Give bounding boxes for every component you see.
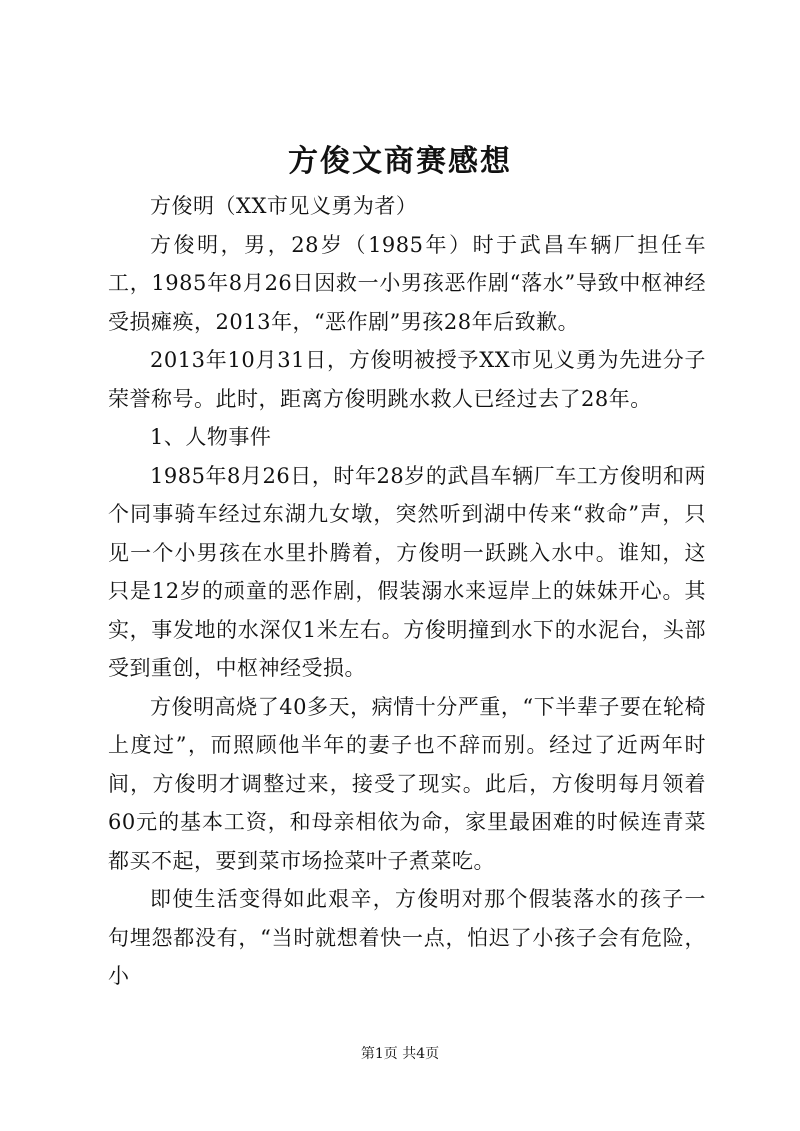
document-body xyxy=(108,187,706,996)
body-paragraph: 1985年8月26日，时年28岁的武昌车辆厂车工方俊明和两个同事骑车经过东湖九女墩，突然听到湖中传来“救命”声，只见一个小男孩在水里扑腾着，方俊明一跃跳入水中。谁知，这只是12岁的顽童的恶作剧，假装溺水来逗岸上的妹妹开心。其实，事发地的水深仅1米左右。方俊明撞到水下的水泥台，头部受到重创，中枢神经受损。 xyxy=(108,463,706,680)
section-heading: 1、人物事件 xyxy=(150,425,272,449)
body-paragraph: 方俊明高烧了40多天，病情十分严重，“下半辈子要在轮椅上度过”，而照顾他半年的妻子也不辞而别。经过了近两年时间，方俊明才调整过来，接受了现实。此后，方俊明每月领着60元的基本工资，和母亲相依为命，家里最困难的时候连青菜都买不起，要到菜市场捡菜叶子煮菜吃。 xyxy=(108,694,706,873)
page-title: 方俊文商赛感想 xyxy=(288,144,512,179)
body-paragraph: 即使生活变得如此艰辛，方俊明对那个假装落水的孩子一句埋怨都没有，“当时就想着快一点，怕迟了小孩子会有危险，小 xyxy=(108,887,706,988)
page-footer: 第1页 共4页 xyxy=(360,1046,440,1062)
body-paragraph: 2013年10月31日，方俊明被授予XX市见义勇为先进分子荣誉称号。此时，距离方俊明跳水救人已经过去了28年。 xyxy=(108,348,706,411)
body-paragraph: 方俊明，男，28岁（1985年）时于武昌车辆厂担任车工，1985年8月26日因救一小男孩恶作剧“落水”导致中枢神经受损瘫痪，2013年，“恶作剧”男孩28年后致歉。 xyxy=(108,232,706,334)
author-line: 方俊明（XX市见义勇为者） xyxy=(150,194,418,218)
